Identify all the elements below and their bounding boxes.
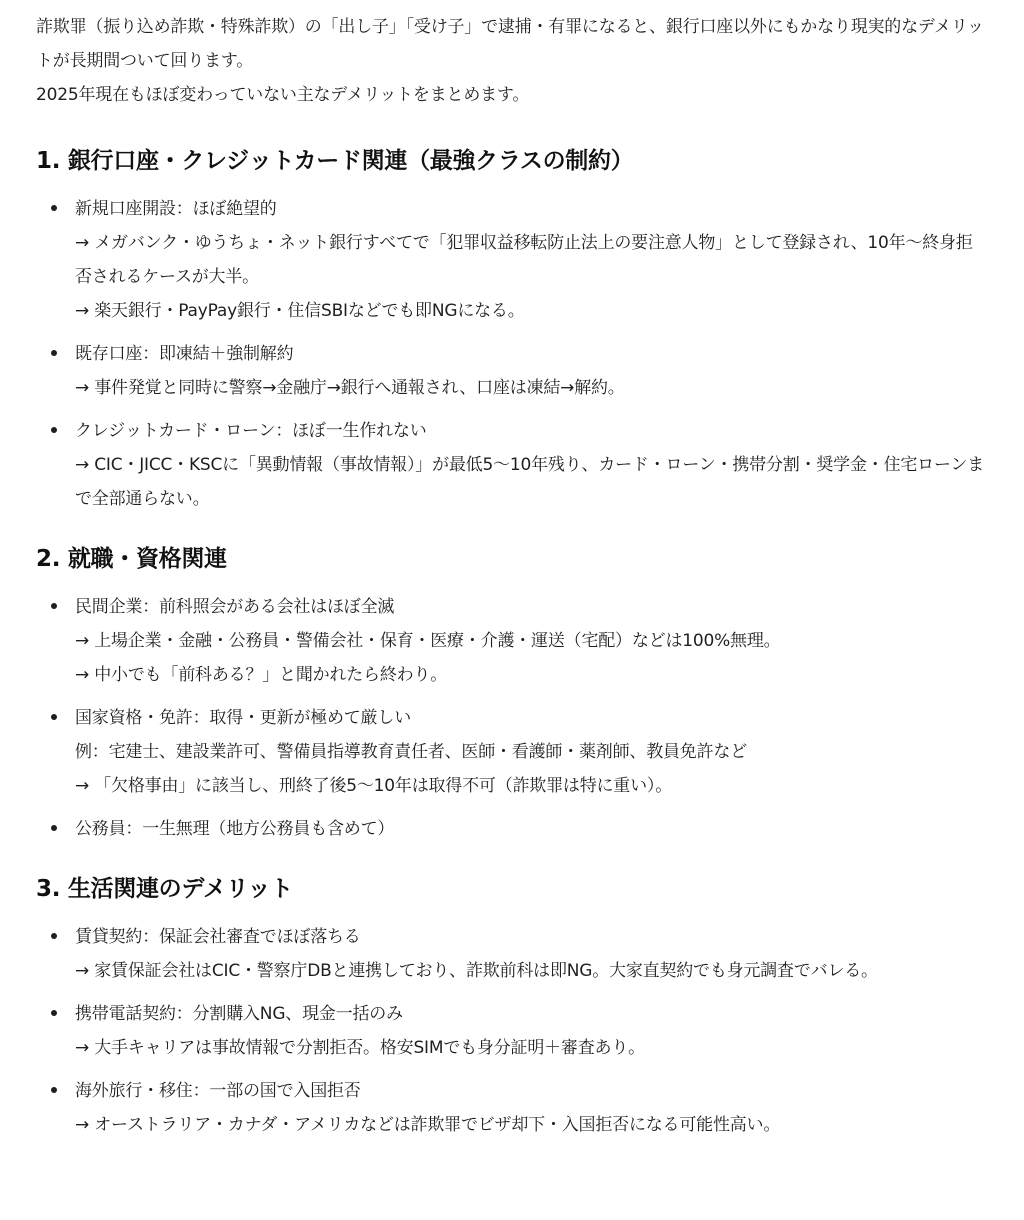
section-employment-licenses: [36, 542, 988, 846]
bullet-list: [36, 920, 988, 1142]
item-detail: → 大手キャリアは事故情報で分割拒否。格安SIMでも身分証明＋審査あり。: [75, 1038, 645, 1058]
item-detail: → 事件発覚と同時に警察→金融庁→銀行へ通報され、口座は凍結→解約。: [75, 378, 625, 398]
item-heading: 新規口座開設：ほぼ絶望的: [75, 199, 277, 219]
bullet-list: [36, 590, 988, 846]
item-heading: 公務員：一生無理（地方公務員も含めて）: [75, 819, 395, 839]
intro-line: 2025年現在もほぼ変わっていない主なデメリットをまとめます。: [36, 85, 530, 105]
list-item: [75, 920, 988, 988]
section-heading: 2. 就職・資格関連: [36, 546, 227, 572]
item-heading: 携帯電話契約：分割購入NG、現金一括のみ: [75, 1004, 403, 1024]
item-heading: 国家資格・免許：取得・更新が極めて厳しい: [75, 708, 411, 728]
list-item: [75, 701, 988, 803]
item-heading: 既存口座：即凍結＋強制解約: [75, 344, 294, 364]
list-item: [75, 812, 988, 846]
item-detail: → 家賃保証会社はCIC・警察庁DBと連携しており、詐欺前科は即NG。大家直契約でも身元調査でバレる。: [75, 961, 878, 981]
item-heading: クレジットカード・ローン：ほぼ一生作れない: [75, 421, 427, 441]
item-detail: → 「欠格事由」に該当し、刑終了後5〜10年は取得不可（詐欺罪は特に重い）。: [75, 776, 672, 796]
section-bank-credit: [36, 144, 988, 516]
list-item: [75, 997, 988, 1065]
section-daily-life: [36, 872, 988, 1142]
bullet-list: [36, 192, 988, 516]
item-detail: → CIC・JICC・KSCに「異動情報（事故情報）」が最低5〜10年残り、カード・ローン・携帯分割・奨学金・住宅ローンまで全部通らない。: [75, 455, 985, 509]
list-item: [75, 414, 988, 516]
item-detail: → メガバンク・ゆうちょ・ネット銀行すべてで「犯罪収益移転防止法上の要注意人物」として登録され、10年〜終身拒否されるケースが大半。: [75, 233, 973, 287]
intro-paragraph: [36, 10, 988, 112]
item-detail: → 楽天銀行・PayPay銀行・住信SBIなどでも即NGになる。: [75, 301, 525, 321]
list-item: [75, 337, 988, 405]
intro-line: 詐欺罪（振り込め詐欺・特殊詐欺）の「出し子」「受け子」で逮捕・有罪になると、銀行口座以外にもかなり現実的なデメリットが長期間ついて回ります。: [36, 17, 984, 71]
item-detail: → オーストラリア・カナダ・アメリカなどは詐欺罪でビザ却下・入国拒否になる可能性高い。: [75, 1115, 781, 1135]
item-heading: 民間企業：前科照会がある会社はほぼ全滅: [75, 597, 395, 617]
item-heading: 海外旅行・移住：一部の国で入国拒否: [75, 1081, 361, 1101]
list-item: [75, 590, 988, 692]
section-heading: 1. 銀行口座・クレジットカード関連（最強クラスの制約）: [36, 148, 634, 174]
list-item: [75, 1074, 988, 1142]
item-detail: → 上場企業・金融・公務員・警備会社・保育・医療・介護・運送（宅配）などは100%無理。: [75, 631, 781, 651]
item-detail: 例：宅建士、建設業許可、警備員指導教育責任者、医師・看護師・薬剤師、教員免許など: [75, 742, 747, 762]
item-detail: → 中小でも「前科ある？」と聞かれたら終わり。: [75, 665, 448, 685]
list-item: [75, 192, 988, 328]
item-heading: 賃貸契約：保証会社審査でほぼ落ちる: [75, 927, 361, 947]
section-heading: 3. 生活関連のデメリット: [36, 876, 294, 902]
